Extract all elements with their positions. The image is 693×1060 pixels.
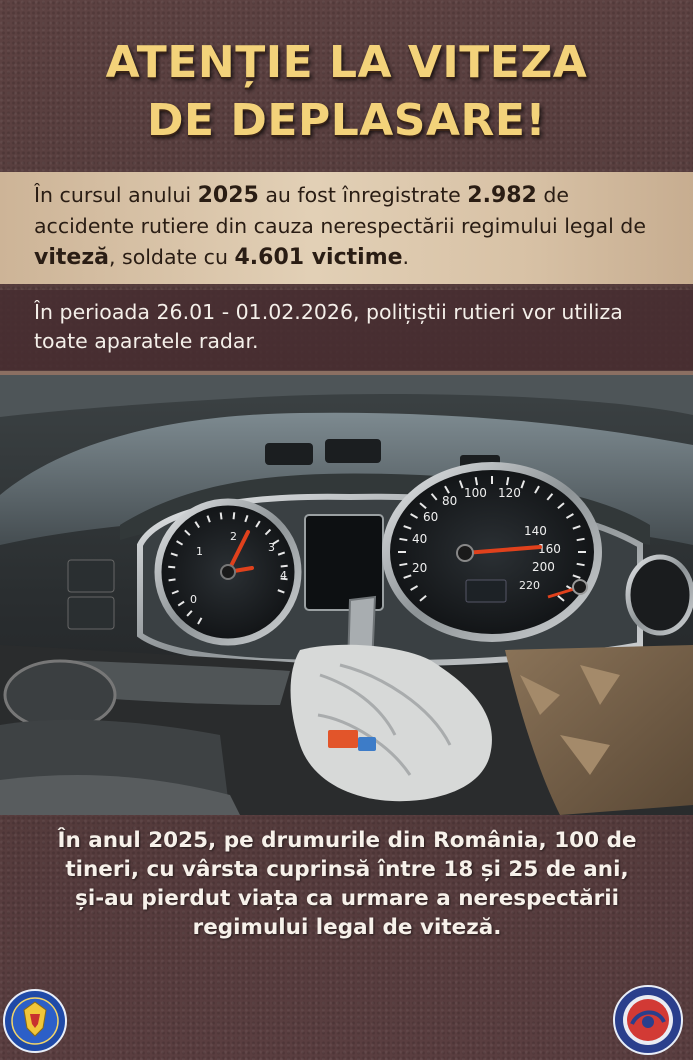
speed-label-220: 220 [519,579,540,592]
tach-label-0: 0 [190,593,197,606]
gauge-tick [169,579,176,580]
tach-label-1: 1 [196,545,203,558]
youth-line-2: tineri, cu vârsta cuprinsă între 18 și 25 de ani, [65,857,629,882]
accident-stats-band [0,172,693,284]
stats-year: 2025 [197,183,259,208]
radar-notice-text: În perioada 26.01 - 01.02.2026, polițiștii rutieri vor utiliza toate aparatele radar. [34,300,623,353]
gauge-tick [221,512,222,519]
tachometer [158,502,298,642]
youth-fatalities-text [22,826,672,942]
gauge-tick [507,477,508,485]
speed-label-40: 40 [412,532,428,546]
speed-label-120: 120 [498,486,521,500]
speed-label-80: 80 [442,494,458,508]
stats-text-5: . [402,245,410,269]
stats-text-2: au fost înregistrate [258,183,468,207]
center-display [305,515,383,610]
stats-victims: 4.601 victime [234,245,403,270]
gauge-tick [399,539,407,540]
stats-text-3: de accidente rutiere din cauza nerespectării regimului legal de [34,183,646,238]
youth-line-3: și-au pierdut viața ca urmare a nerespectării [75,886,619,911]
poster-title [0,34,693,150]
gauge-tick [168,567,175,568]
romanian-police-emblem-logo [2,988,68,1054]
gauge-tick [577,539,585,540]
speed-label-200: 200 [532,560,555,574]
tach-label-2: 2 [230,530,237,543]
youth-line-4: regimului legal de viteză. [192,915,502,940]
speed-label-100: 100 [464,486,487,500]
stats-text-4: , soldate cu [108,245,235,269]
speed-label-140: 140 [524,524,547,538]
tach-label-3: 3 [268,541,275,554]
radar-notice-band [0,290,693,370]
title-line-1: ATENȚIE LA VITEZA [105,37,588,88]
tach-label-4: 4 [280,569,287,582]
stats-accidents: 2.982 [467,183,537,208]
stats-text-1: În cursul anului [34,183,198,207]
speed-label-160: 160 [538,542,561,556]
speedometer [386,466,598,638]
gauge-tick [281,566,288,567]
youth-line-1: În anul 2025, pe drumurile din România, 100 de [57,828,637,853]
title-line-2: DE DEPLASARE! [146,95,547,146]
crashed-dashboard-photo [0,375,693,815]
speed-label-60: 60 [423,510,439,524]
road-police-emblem-logo [612,984,684,1056]
gauge-tick [399,564,407,565]
stats-viteza: viteză [34,245,109,270]
gauge-tick [476,477,477,485]
gauge-tick [577,564,585,565]
speed-label-20: 20 [412,561,428,575]
gauge-tick [234,512,235,519]
